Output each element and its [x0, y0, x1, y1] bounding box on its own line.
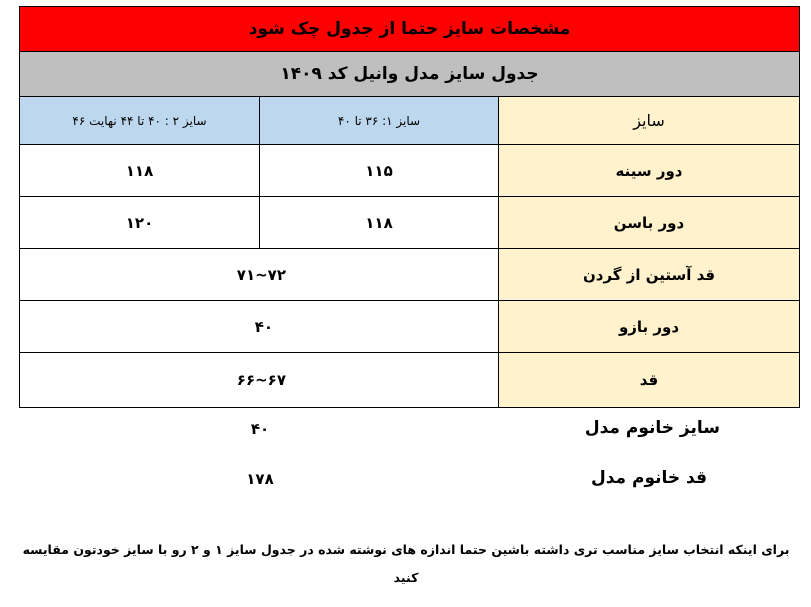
- row-chest-size1-text: ۱۱۵: [365, 161, 393, 180]
- table-title-text: مشخصات سایز حتما از جدول چک شود: [248, 19, 571, 39]
- size-note-text: برای اینکه انتخاب سایز مناسب تری داشته باشین حتما اندازه های نوشته شده در جدول سایز ۱ و ۲ رو با سایز خودتون مقایسه کنید: [22, 542, 790, 585]
- row-chest-label-text: دور سینه: [615, 161, 683, 180]
- row-hip-size2: [19, 197, 259, 249]
- row-sleeve-value-text: ۷۱~۷۲: [236, 265, 286, 284]
- row-hip-size1: [259, 197, 498, 249]
- model-size-label: [560, 418, 720, 448]
- row-arm-label-text: دور بازو: [618, 317, 680, 336]
- size-note: [20, 536, 792, 596]
- row-chest-size2-text: ۱۱۸: [125, 161, 154, 180]
- header-size-label-text: سایز: [633, 111, 665, 130]
- row-chest-size1: [259, 145, 498, 197]
- header-size-label: [498, 97, 800, 145]
- row-arm-value-text: ۴۰: [254, 317, 273, 336]
- row-length-value: [19, 353, 498, 408]
- row-arm-value: [19, 301, 498, 353]
- row-hip-size2-text: ۱۲۰: [125, 213, 154, 232]
- row-hip-label-text: دور باسن: [613, 213, 685, 232]
- header-size2: [19, 97, 259, 145]
- table-title: [19, 6, 800, 52]
- header-size1: [259, 97, 498, 145]
- row-arm-label: [498, 301, 800, 353]
- table-subtitle-text: جدول سایز مدل وانیل کد ۱۴۰۹: [280, 64, 539, 84]
- row-chest-size2: [19, 145, 259, 197]
- model-size-label-text: سایز خانوم مدل: [584, 418, 720, 438]
- header-size1-text: سایز ۱: ۳۶ تا ۴۰: [337, 113, 421, 128]
- row-sleeve-value: [19, 249, 498, 301]
- header-size2-text: سایز ۲ : ۴۰ تا ۴۴ نهایت ۴۶: [72, 113, 207, 128]
- model-size-value: [230, 420, 290, 448]
- model-height-label: [560, 468, 707, 498]
- table-subtitle: [19, 52, 800, 97]
- row-length-value-text: ۶۶~۶۷: [236, 371, 286, 389]
- row-length-label-text: قد: [639, 371, 659, 389]
- model-height-label-text: قد خانوم مدل: [590, 468, 707, 488]
- model-size-value-text: ۴۰: [250, 420, 270, 438]
- row-hip-size1-text: ۱۱۸: [365, 213, 393, 232]
- model-height-value: [230, 470, 290, 498]
- row-chest-label: [498, 145, 800, 197]
- row-sleeve-label-text: قد آستین از گردن: [582, 265, 716, 284]
- row-length-label: [498, 353, 800, 408]
- row-sleeve-label: [498, 249, 800, 301]
- row-hip-label: [498, 197, 800, 249]
- model-height-value-text: ۱۷۸: [246, 470, 274, 488]
